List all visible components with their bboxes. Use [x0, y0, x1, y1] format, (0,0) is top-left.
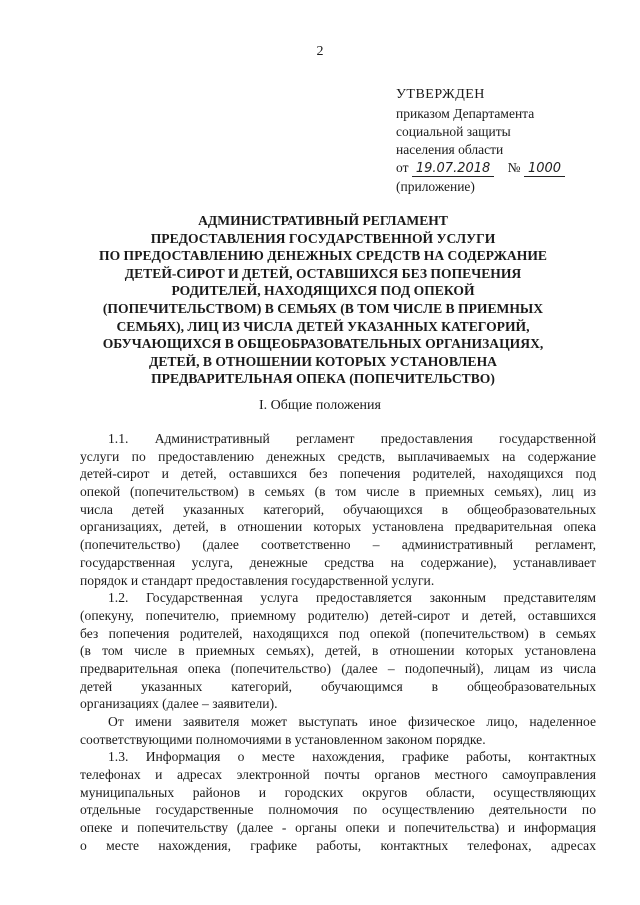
body-line: предварительная опека (попечительство) (далее – подопечный), лицам из числа	[80, 660, 596, 676]
title-line: ДЕТЕЙ, В ОТНОШЕНИИ КОТОРЫХ УСТАНОВЛЕНА	[149, 353, 497, 369]
title-line: (ПОПЕЧИТЕЛЬСТВОМ) В СЕМЬЯХ (В ТОМ ЧИСЛЕ В ПРИЕМНЫХ	[102, 300, 544, 316]
body-line: услуги по предоставлению денежных средств, выплачиваемых на содержание	[80, 448, 596, 464]
number-label: №	[507, 160, 521, 175]
title-line: ДЕТЕЙ-СИРОТ И ДЕТЕЙ, ОСТАВШИХСЯ БЕЗ ПОПЕЧЕНИЯ	[124, 265, 522, 281]
page-number: 2	[316, 44, 324, 59]
body-line: государственная услуга, денежные средства на содержание), устанавливает	[80, 554, 596, 570]
title-line: РОДИТЕЛЕЙ, НАХОДЯЩИХСЯ ПОД ОПЕКОЙ	[171, 283, 475, 299]
approval-date-line	[396, 159, 626, 178]
approval-line-1: приказом Департамента	[396, 106, 535, 121]
approval-heading: УТВЕРЖДЕН	[396, 87, 485, 102]
body-line: муниципальных районов и городских округов области, осуществляющих	[80, 784, 596, 800]
body-line: 1.3. Информация о месте нахождения, графике работы, контактных	[108, 749, 596, 765]
approval-line-3: населения области	[396, 142, 504, 157]
body-line: От имени заявителя может выступать иное физическое лицо, наделенное	[108, 714, 596, 729]
date-prefix: от	[396, 160, 409, 175]
body-line: отдельные государственные полномочия по осуществлению деятельности по	[80, 802, 596, 818]
body-line: без попечения родителей, находящихся под опекой (попечительством) в семьях	[80, 625, 596, 641]
document-title	[78, 212, 568, 388]
title-line: СЕМЬЯХ), ЛИЦ ИЗ ЧИСЛА ДЕТЕЙ УКАЗАННЫХ КАТЕГОРИЙ,	[116, 318, 530, 334]
body-line: 1.1. Административный регламент предоставления государственной	[108, 431, 596, 446]
approval-line-2: социальной защиты	[396, 124, 511, 139]
body-line: порядок и стандарт предоставления государственной услуги.	[80, 572, 435, 588]
approval-attachment: (приложение)	[396, 179, 475, 194]
approval-block	[396, 86, 626, 196]
body-line: числа детей указанных категорий, обучающихся в общеобразовательных	[80, 501, 596, 517]
title-line: ПРЕДОСТАВЛЕНИЯ ГОСУДАРСТВЕННОЙ УСЛУГИ	[150, 230, 496, 246]
body-line: опеке и попечительству (далее - органы опеки и попечительства) и информация	[80, 820, 596, 836]
title-line: ПО ПРЕДОСТАВЛЕНИЮ ДЕНЕЖНЫХ СРЕДСТВ НА СОДЕРЖАНИЕ	[99, 248, 547, 264]
body-line: соответствующими полномочиями в установленном законом порядке.	[80, 731, 486, 747]
body-line: (попечительство) (далее соответственно – административный регламент,	[80, 537, 596, 553]
body-line: опекой (попечительством) в семьях (в том числе в приемных семьях), лиц из	[80, 484, 596, 500]
title-line: АДМИНИСТРАТИВНЫЙ РЕГЛАМЕНТ	[198, 213, 448, 228]
body-line: (опекуну, попечителю, приемному родителю) детей-сирот и детей, оставшихся	[80, 607, 596, 623]
body-line: детей-сирот и детей, оставшихся без попечения родителей, находящихся под	[80, 466, 596, 482]
title-line: ПРЕДВАРИТЕЛЬНАЯ ОПЕКА (ПОПЕЧИТЕЛЬСТВО)	[151, 371, 495, 387]
body-line: о месте нахождения, графике работы, контактных телефонах, адресах	[80, 837, 596, 853]
handwritten-date: 19.07.2018	[412, 161, 494, 177]
body-line: детей указанных категорий, обучающимся в общеобразовательных	[80, 678, 596, 694]
body-line: телефонах и адресах электронной почты органов местного самоуправления	[80, 767, 596, 783]
section-heading: I. Общие положения	[259, 398, 381, 413]
title-line: ОБУЧАЮЩИХСЯ В ОБЩЕОБРАЗОВАТЕЛЬНЫХ ОРГАНИЗАЦИЯХ,	[102, 336, 544, 352]
handwritten-number: 1000	[524, 161, 565, 177]
body-text	[80, 430, 596, 855]
body-line: 1.2. Государственная услуга предоставляется законным представителям	[108, 590, 596, 606]
body-line: (в том числе в приемных семьях), детей, в отношении которых установлена	[80, 643, 596, 659]
body-line: организациях, детей, в отношении которых установлена предварительная опека	[80, 519, 596, 535]
body-line: организациях (далее – заявители).	[80, 696, 278, 712]
